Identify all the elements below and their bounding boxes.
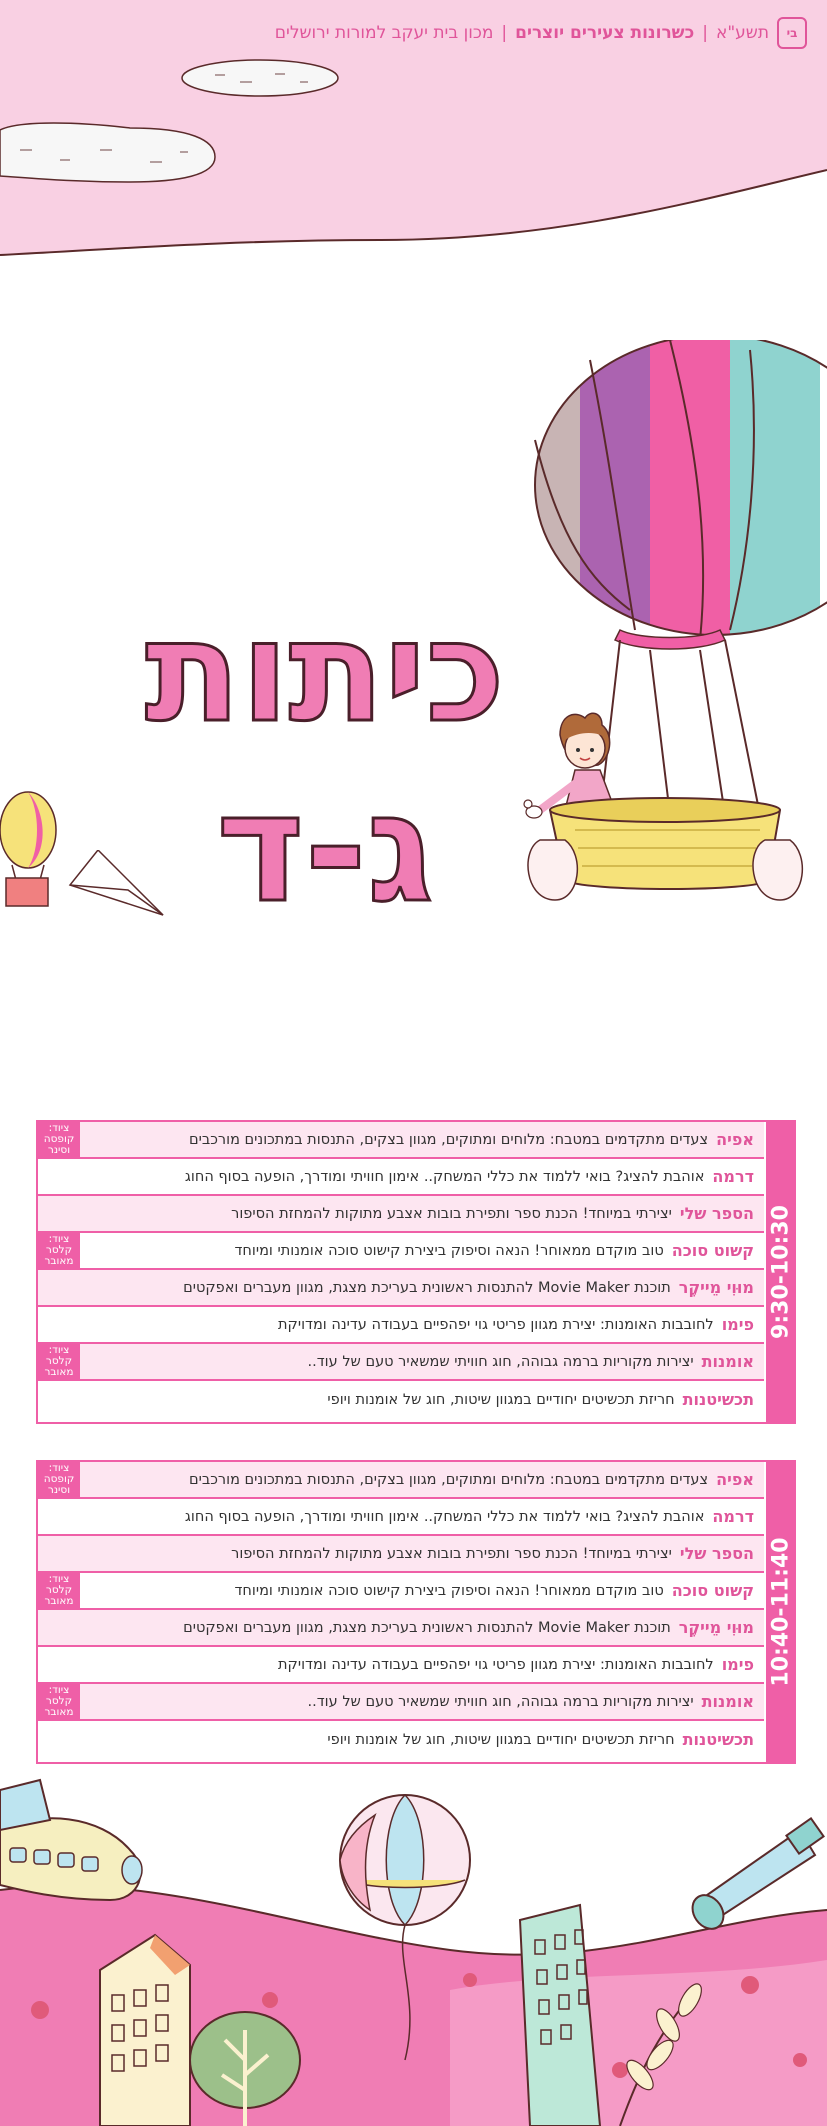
equipment-tag: ציוד: קלסר מאובר <box>38 1684 80 1719</box>
class-name: דרמה <box>712 1167 754 1186</box>
equipment-tag: ציוד: קלסר מאובר <box>38 1573 80 1608</box>
cloud-icon <box>0 123 215 182</box>
title-line-2: ג-ד <box>216 762 434 936</box>
class-desc: תוכנת Movie Maker להתנסות ראשונית בעריכת מצגת, מגוון מעברים ואפקטים <box>183 1279 671 1296</box>
class-desc: חריזת תכשיטים יחודיים במגוון שיטות, חוג של אומנות ויופי <box>327 1391 675 1408</box>
class-desc: צעדים מתקדמים במטבח: מלוחים ומתוקים, מגוון בצקים, התנסות במתכונים מורכבים <box>189 1471 709 1488</box>
airplane-icon <box>0 1780 142 1900</box>
table-row <box>38 1122 764 1159</box>
bottom-illustration <box>0 1770 827 2126</box>
class-desc: צעדים מתקדמים במטבח: מלוחים ומתוקים, מגוון בצקים, התנסות במתכונים מורכבים <box>189 1131 709 1148</box>
class-desc: יצירות מקוריות ברמה גבוהה, חוג חוויתי שמשאיר טעם של עוד.. <box>307 1693 694 1710</box>
institute-logo-icon: בי <box>777 17 807 49</box>
equipment-tag: ציוד: קלסר מאובר <box>38 1344 80 1379</box>
class-name: קשוט סוכה <box>671 1241 754 1260</box>
class-desc: טוב מוקדם ממאוחר! הנאה וסיפוק ביצירת קישוט סוכה אומנותי ומיוחד <box>234 1582 664 1599</box>
title-line-1: כיתות <box>145 600 505 754</box>
header-year: תשע"א <box>715 23 769 43</box>
class-desc: יצירתי במיוחד! הכנת ספר ותפירת בובות אצבע מתוקות להמחזת הסיפור <box>231 1545 672 1562</box>
class-name: תכשיטנות <box>682 1390 754 1409</box>
hot-air-balloon-icon <box>520 340 827 910</box>
table-row <box>38 1381 764 1418</box>
class-name: אומנות <box>701 1692 754 1711</box>
header-separator: | <box>702 23 708 43</box>
class-name: אפיה <box>716 1130 754 1149</box>
table-row <box>38 1684 764 1721</box>
class-desc: יצירתי במיוחד! הכנת ספר ותפירת בובות אצבע מתוקות להמחזת הסיפור <box>231 1205 672 1222</box>
schedule-block-2 <box>36 1460 796 1764</box>
class-name: אפיה <box>716 1470 754 1489</box>
table-row <box>38 1307 764 1344</box>
table-row <box>38 1573 764 1610</box>
table-row <box>38 1462 764 1499</box>
header-org: מכון בית יעקב למורות ירושלים <box>274 23 494 43</box>
table-row <box>38 1270 764 1307</box>
class-desc: אוהבת להציג? בואי ללמוד את כללי המשחק.. אימון חוויתי ומודרך, הופעה בסוף החוג <box>184 1508 705 1525</box>
class-desc: אוהבת להציג? בואי ללמוד את כללי המשחק.. אימון חוויתי ומודרך, הופעה בסוף החוג <box>184 1168 705 1185</box>
table-row <box>38 1721 764 1758</box>
class-name: קשוט סוכה <box>671 1581 754 1600</box>
schedule-rows <box>38 1462 764 1762</box>
cloud-icon <box>182 60 338 96</box>
small-balloon-icon <box>0 790 60 920</box>
class-name: אומנות <box>701 1352 754 1371</box>
class-name: פימו <box>721 1315 754 1334</box>
girl-in-basket-icon <box>524 713 802 900</box>
equipment-tag: ציוד: קלסר מאובר <box>38 1233 80 1268</box>
class-desc: יצירות מקוריות ברמה גבוהה, חוג חוויתי שמשאיר טעם של עוד.. <box>307 1353 694 1370</box>
table-row <box>38 1499 764 1536</box>
table-row <box>38 1196 764 1233</box>
equipment-tag: ציוד: קופסה וסינר <box>38 1462 80 1497</box>
time-slot <box>766 1120 796 1424</box>
header-separator: | <box>501 23 508 43</box>
table-row <box>38 1610 764 1647</box>
schedule-rows <box>38 1122 764 1422</box>
class-name: הספר שלי <box>679 1544 754 1563</box>
table-row <box>38 1647 764 1684</box>
class-name: הספר שלי <box>679 1204 754 1223</box>
page-title <box>120 600 540 940</box>
class-desc: לחובבות האומנות: יצירת מגוון פריטי גוי יפהפיים בעבודה עדינה ומדויקת <box>278 1316 714 1333</box>
table-row <box>38 1536 764 1573</box>
schedule-block-1 <box>36 1120 796 1424</box>
table-row <box>38 1233 764 1270</box>
class-name: מוּוִי מֵייקֶר <box>678 1618 754 1637</box>
class-name: פימו <box>721 1655 754 1674</box>
equipment-tag: ציוד: קופסה וסינר <box>38 1122 80 1157</box>
header <box>20 18 807 48</box>
class-desc: חריזת תכשיטים יחודיים במגוון שיטות, חוג של אומנות ויופי <box>327 1731 675 1748</box>
class-name: תכשיטנות <box>682 1730 754 1749</box>
time-slot <box>766 1460 796 1764</box>
table-row <box>38 1159 764 1196</box>
header-program: כשרונות צעירים יוצרים <box>515 23 695 43</box>
class-desc: טוב מוקדם ממאוחר! הנאה וסיפוק ביצירת קישוט סוכה אומנותי ומיוחד <box>234 1242 664 1259</box>
class-name: דרמה <box>712 1507 754 1526</box>
paper-plane-icon <box>68 850 168 920</box>
building-icon <box>520 1905 600 2126</box>
time-label: 9:30-10:30 <box>768 1205 794 1339</box>
class-desc: לחובבות האומנות: יצירת מגוון פריטי גוי יפהפיים בעבודה עדינה ומדויקת <box>278 1656 714 1673</box>
building-icon <box>100 1935 190 2126</box>
class-desc: תוכנת Movie Maker להתנסות ראשונית בעריכת מצגת, מגוון מעברים ואפקטים <box>183 1619 671 1636</box>
time-label: 10:40-11:40 <box>768 1537 794 1687</box>
table-row <box>38 1344 764 1381</box>
class-name: מוּוִי מֵייקֶר <box>678 1278 754 1297</box>
